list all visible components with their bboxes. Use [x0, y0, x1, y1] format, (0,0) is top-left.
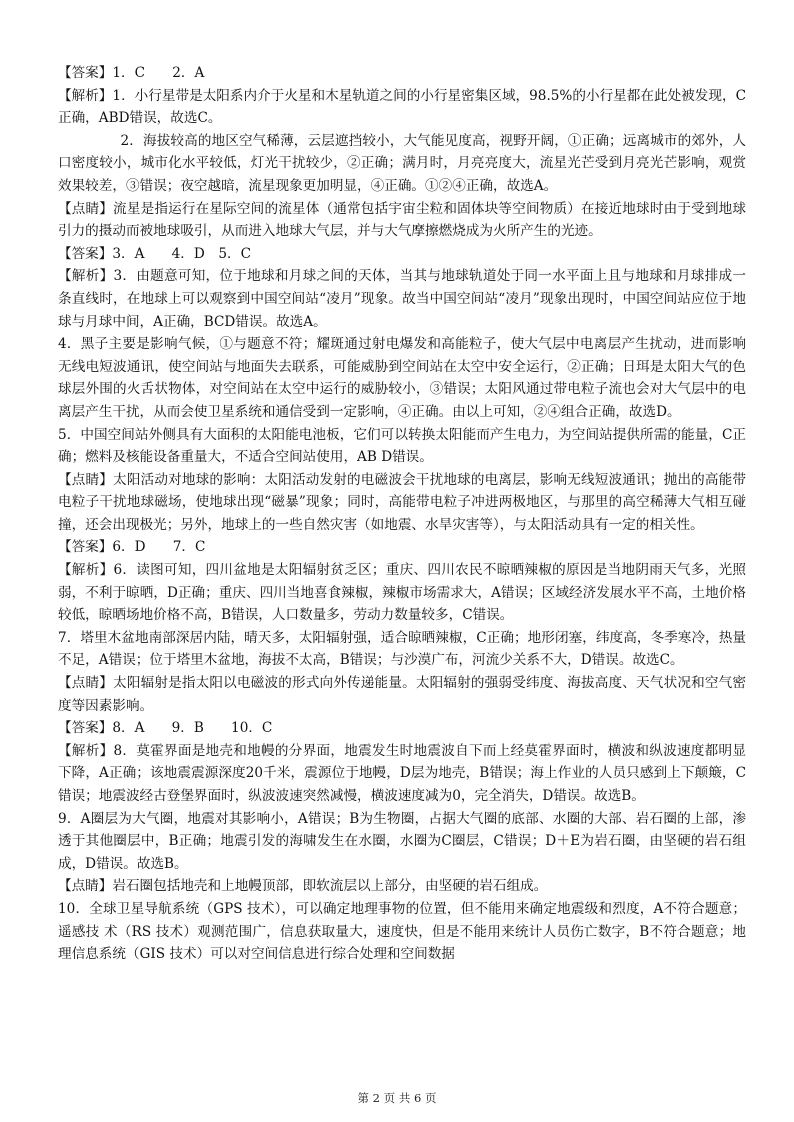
analysis-3: 【解析】3．由题意可知，位于地球和月球之间的天体，当其与地球轨道处于同一水平面上且与地球和月球排成一条直线时，在地球上可以观察到中国空间站“凌月”现象。故当中国空间站“凌月”现象出现时，中国空间站应位于地球与月球中间，A正确，BCD错误。故选A。	[58, 268, 746, 330]
analysis-6: 【解析】6．读图可知，四川盆地是太阳辐射贫乏区；重庆、四川农民不晾晒辣椒的原因是当地阴雨天气多，光照弱，不利于晾晒，D正确；重庆、四川当地喜食辣椒，辣椒市场需求大，A错误；区域经济发展水平不高，土地价格较低，晾晒场地价格不高，B错误，人口数量多，劳动力数量较多，C错误。	[58, 562, 746, 624]
note-solar-radiation: 【点睛】太阳辐射是指太阳以电磁波的形式向外传递能量。太阳辐射的强弱受纬度、海拔高度、天气状况和空气密度等因素影响。	[58, 675, 746, 714]
answer-3-5: 【答案】3．A 4．D 5．C	[58, 245, 251, 262]
answer-1-2: 【答案】1．C 2．A	[58, 65, 205, 81]
analysis-8: 【解析】8．莫霍界面是地壳和地幔的分界面，地震发生时地震波自下而上经莫霍界面时，横波和纵波速度都明显下降，A正确；该地震震源深度20千米，震源位于地幔，D层为地壳，B错误；海上作业的人员只感到上下颠簸，C错误；地震波经古登堡界面时，纵波波速突然减慢，横波速度减为0，完全消失，D错误。故选B。	[58, 742, 746, 804]
analysis-1: 【解析】1．小行星带是太阳系内介于火星和木星轨道之间的小行星密集区域，98.5%的小行星都在此处被发现，C正确，ABD错误，故选C。	[58, 87, 746, 127]
analysis-4: 4．黑子主要是影响气候，①与题意不符；耀斑通过射电爆发和高能粒子，使大气层中电离层产生扰动，进而影响无线电短波通讯，使空间站与地面失去联系，可能威胁到空间站在太空中安全运行，②正确；日珥是太阳大气的色球层外围的火舌状物体，对空间站在太空中运行的威胁较小，③错误；太阳风通过带电粒子流也会对大气层中的电离层产生干扰，从而会使卫星系统和通信受到一定影响，④正确。由以上可知，②④组合正确，故选D。	[58, 336, 746, 420]
analysis-5: 5．中国空间站外侧具有大面积的太阳能电池板，它们可以转换太阳能而产生电力，为空间站提供所需的能量，C正确；燃料及核能设备重量大，不适合空间站使用，AB D错误。	[58, 426, 746, 466]
answer-6-7: 【答案】6．D 7．C	[58, 539, 206, 556]
analysis-7: 7．塔里木盆地南部深居内陆，晴天多，太阳辐射强，适合晾晒辣椒，C正确；地形闭塞，纬度高，冬季寒冷，热量不足，A错误；位于塔里木盆地，海拔不太高，B错误；与沙漠广布，河流少关系不大，D错误。故选C。	[58, 629, 746, 669]
analysis-9: 9．A圈层为大气圈，地震对其影响小，A错误；B为生物圈，占据大气圈的底部、水圈的大部、岩石圈的上部，渗透于其他圈层中，B正确；地震引发的海啸发生在水圈，水圈为C圈层，C错误；D＋E为岩石圈，由坚硬的岩石组成，D错误。故选B。	[58, 810, 746, 872]
note-meteor: 【点睛】流星是指运行在星际空间的流星体（通常包括宇宙尘粒和固体块等空间物质）在接近地球时由于受到地球引力的摄动而被地球吸引，从而进入地球大气层，并与大气摩擦燃烧成为火所产生的光迹。	[58, 200, 746, 240]
answer-8-10: 【答案】8．A 9．B 10．C	[58, 720, 273, 737]
note-solar-activity: 【点睛】太阳活动对地球的影响：太阳活动发射的电磁波会干扰地球的电离层，影响无线短波通讯；抛出的高能带电粒子干扰地球磁场，使地球出现“磁暴”现象；同时，高能带电粒子冲进两极地区，与那里的高空稀薄大气相互碰撞，还会出现极光；另外，地球上的一些自然灾害（如地震、水旱灾害等），与太阳活动具有一定的相关性。	[58, 471, 746, 533]
page-footer: 第 2 页 共 6 页	[357, 1091, 437, 1105]
analysis-10: 10．全球卫星导航系统（GPS 技术），可以确定地理事物的位置，但不能用来确定地震级和烈度，A不符合题意；遥感技 术（RS 技术）观测范围广，信息获取量大，速度快，但是不能用来统计人员伤亡数字，B不符合题意；地理信息系统（GIS 技术）可以对空间信息进行综合处理和空间数据	[58, 900, 746, 963]
note-lithosphere: 【点睛】岩石圈包括地壳和上地幔顶部，即软流层以上部分，由坚硬的岩石组成。	[58, 878, 548, 895]
analysis-2: 2．海拔较高的地区空气稀薄，云层遮挡较小，大气能见度高，视野开阔，①正确；远离城市的郊外，人口密度较小，城市化水平较低，灯光干扰较少，②正确；满月时，月亮亮度大，流星光芒受到月亮光芒影响，观赏效果较差，③错误；夜空越暗，流星现象更加明显，④正确。①②④正确，故选A。	[58, 132, 746, 194]
